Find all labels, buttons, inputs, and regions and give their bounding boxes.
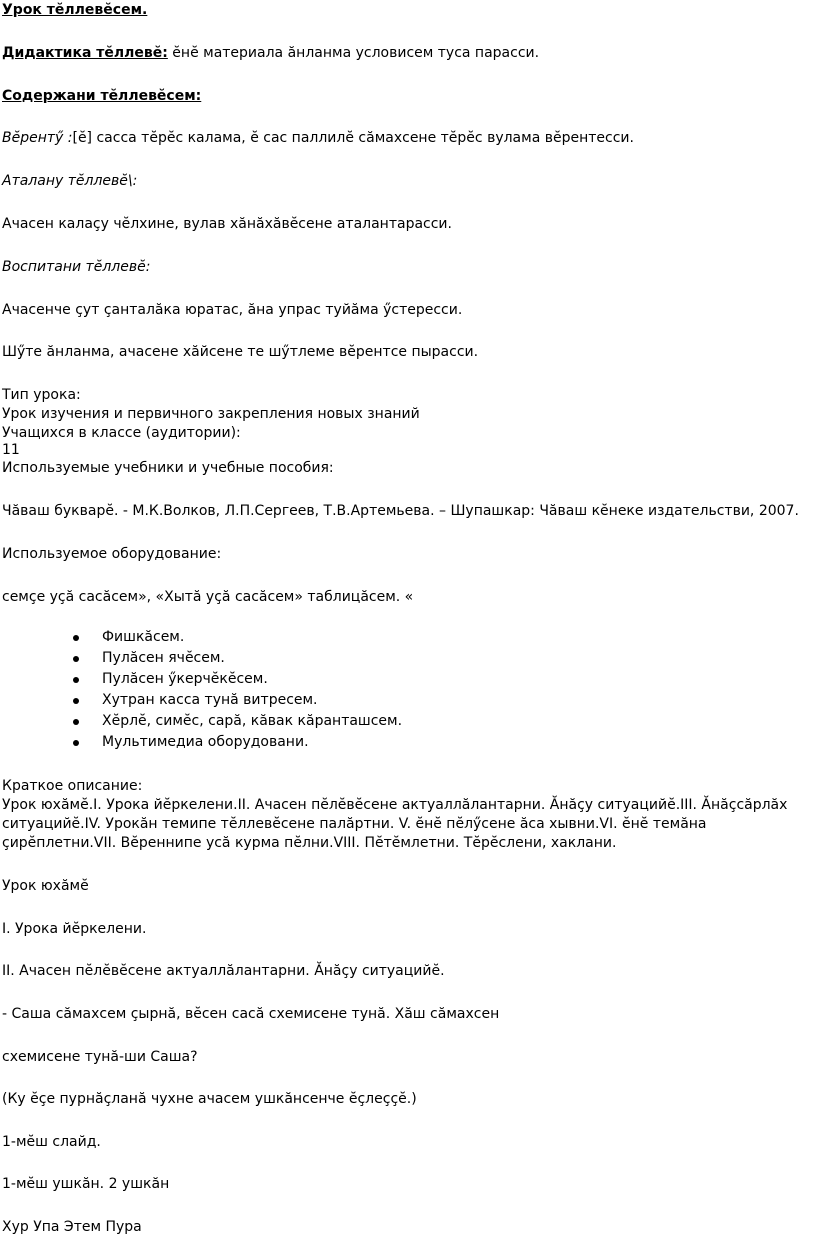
didactic-goal-line	[2, 44, 539, 63]
list-item-text: Пулăсен ячĕсем.	[102, 650, 225, 666]
students-label: Учащихся в классе (аудитории):	[2, 425, 241, 441]
bullet-icon	[73, 677, 79, 683]
upbringing-goal-label: Воспитани тĕллевĕ:	[2, 259, 151, 275]
upbringing-goal-text-2: Шӳте ăнланма, ачасене хăйсене те шӳтлеме вĕрентсе пырасси.	[2, 344, 479, 360]
developing-goal-text: Ачасен калаçу чĕлхине, вулав хăнăхăвĕсене аталантарасси.	[2, 216, 452, 232]
flow-note: (Ку ĕçе пурнăçланă чухне ачасем ушкăнсенче ĕçлеççĕ.)	[2, 1091, 417, 1107]
bullet-icon	[73, 656, 79, 662]
students-value: 11	[2, 442, 20, 458]
equipment-list	[0, 628, 402, 754]
flow-step-2: II. Ачасен пĕлĕвĕсене актуаллăлантарни. Ăнăçу ситуацийĕ.	[2, 963, 445, 979]
flow-question-line-1: - Саша сăмахсем çырнă, вĕсен сасă схемисене тунă. Хăш сăмахсен	[2, 1006, 500, 1022]
didactic-goal-label: Дидактика тĕллевĕ:	[2, 45, 168, 61]
bullet-icon	[73, 698, 79, 704]
learning-goal-text: [ĕ] сасса тĕрĕс калама, ĕ сас паллилĕ сăмахсене тĕрĕс вулама вĕрентесси.	[72, 130, 634, 146]
upbringing-goal-text-1: Ачасенче çут çанталăка юратас, ăна упрас туйăма ӳстересси.	[2, 302, 463, 318]
list-item	[0, 733, 402, 754]
lesson-goals-heading: Урок тĕллевĕсем.	[2, 2, 148, 18]
list-item-text: Фишкăсем.	[102, 629, 185, 645]
bullet-icon	[73, 719, 79, 725]
lesson-type-label: Тип урока:	[2, 387, 81, 403]
list-item-text: Пулăсен ӳкерчĕкĕсем.	[102, 671, 268, 687]
learning-goal-label: Вĕрентӳ :	[2, 130, 73, 146]
list-item	[0, 628, 402, 649]
list-item	[0, 670, 402, 691]
brief-description-label: Краткое описание:	[2, 778, 143, 794]
list-item	[0, 712, 402, 733]
flow-step-1: I. Урока йĕркелени.	[2, 921, 147, 937]
bullet-icon	[73, 635, 79, 641]
learning-goal-line	[2, 129, 634, 148]
equipment-value: семçе уçă сасăсем», «Хытă уçă сасăсем» таблицăсем. «	[2, 589, 414, 605]
lesson-flow-heading: Урок юхăмĕ	[2, 878, 89, 894]
flow-question-line-2: схемисене тунă-ши Саша?	[2, 1049, 198, 1065]
flow-groups: 1-мĕш ушкăн. 2 ушкăн	[2, 1176, 170, 1192]
textbooks-label: Используемые учебники и учебные пособия:	[2, 460, 334, 476]
list-item	[0, 691, 402, 712]
list-item-text: Хутран касса тунă витресем.	[102, 692, 318, 708]
lesson-type-value: Урок изучения и первичного закрепления новых знаний	[2, 406, 420, 422]
equipment-label: Используемое оборудование:	[2, 546, 222, 562]
list-item	[0, 649, 402, 670]
list-item-text: Мультимедиа оборудовани.	[102, 734, 309, 750]
flow-slide: 1-мĕш слайд.	[2, 1134, 101, 1150]
brief-description-line-2: ситуацийĕ.IV. Урокăн темипе тĕллевĕсене палăртни. V. ĕнĕ пĕлӳсене ăса хывни.VI. ĕнĕ темăна	[2, 816, 707, 832]
textbooks-value: Чăваш букварĕ. - М.К.Волков, Л.П.Сергеев, Т.В.Артемьева. – Шупашкар: Чăваш кĕнеке издательстви, 2007.	[2, 503, 799, 519]
flow-words: Хур Упа Этем Пура	[2, 1219, 142, 1235]
list-item-text: Хĕрлĕ, симĕс, сарă, кăвак кăранташсем.	[102, 713, 403, 729]
bullet-icon	[73, 740, 79, 746]
brief-description-line-1: Урок юхăмĕ.I. Урока йĕркелени.II. Ачасен пĕлĕвĕсене актуаллăлантарни. Ăнăçу ситуацийĕ.III. Ăнăçсăрлăх	[2, 797, 788, 813]
didactic-goal-text: ĕнĕ материала ăнланма условисем туса парасси.	[167, 45, 540, 61]
brief-description-line-3: çирĕплетни.VII. Вĕреннипе усă курма пĕлни.VIII. Пĕтĕмлетни. Тĕрĕслени, хаклани.	[2, 835, 617, 851]
developing-goal-label: Аталану тĕллевĕ\:	[2, 173, 138, 189]
content-goals-heading: Содержани тĕллевĕсем:	[2, 88, 202, 104]
